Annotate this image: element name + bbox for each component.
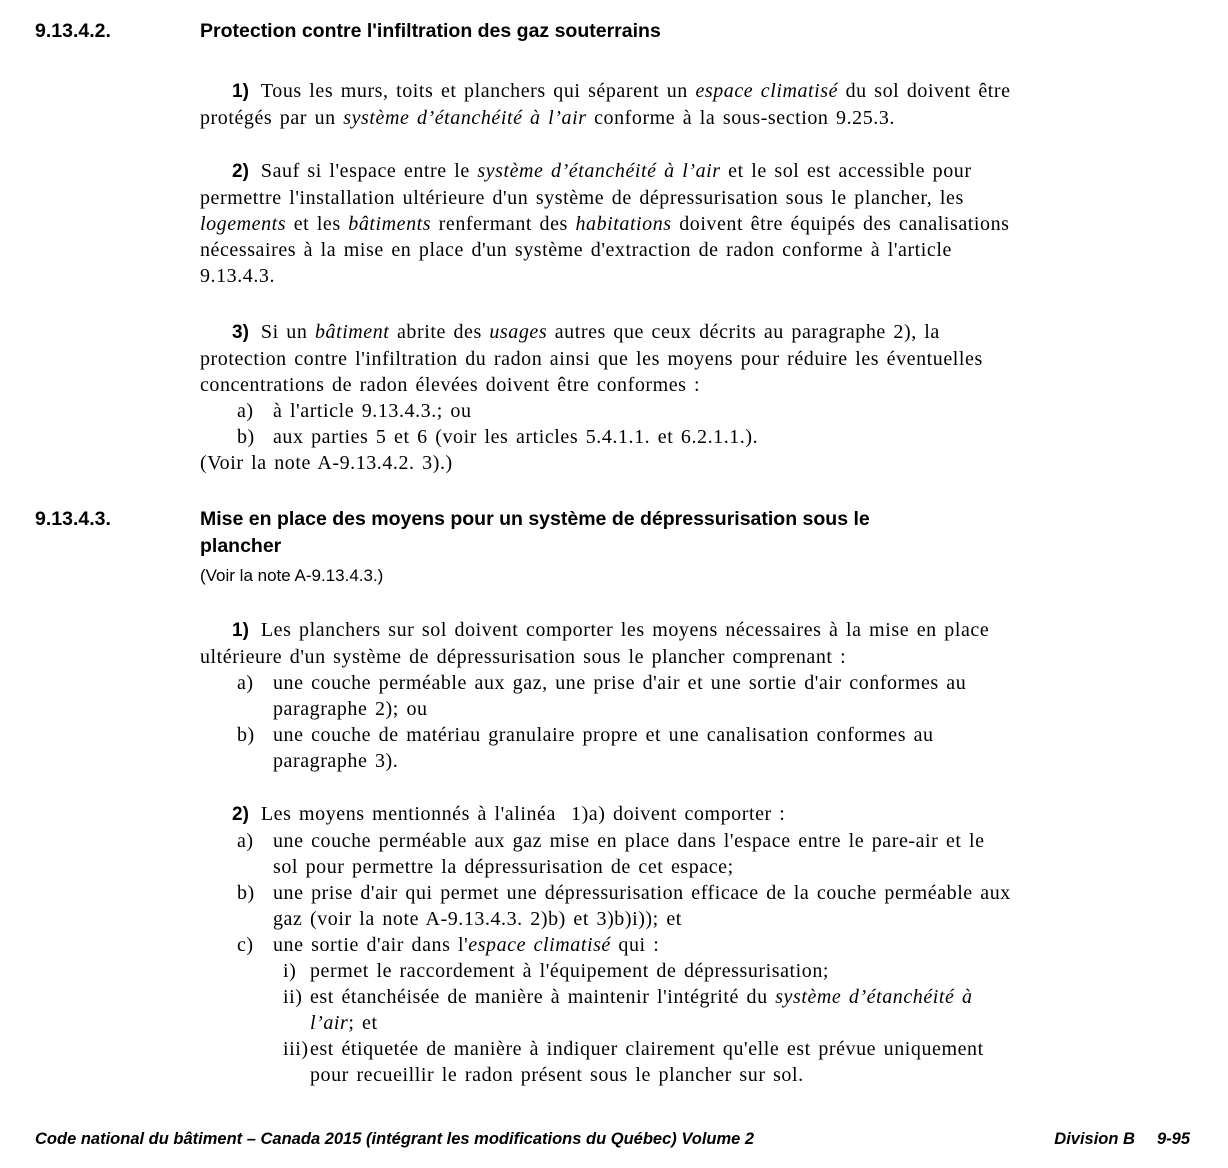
list-item-marker: i) — [283, 960, 297, 982]
defined-term: bâtiment — [314, 321, 390, 343]
list-item-ii — [200, 984, 1015, 1036]
clause-text — [200, 160, 1010, 287]
clause-number: 2) — [232, 804, 249, 825]
text-run: conforme à la sous-section 9.25.3. — [586, 107, 895, 129]
text-run: abrite des — [389, 321, 490, 343]
clause-paragraph-3 — [200, 319, 1015, 398]
article-number: 9.13.4.2. — [35, 20, 111, 42]
text-run: ; et — [348, 1012, 378, 1034]
list-item-text — [273, 424, 1015, 450]
text-run: une sortie d'air dans l' — [273, 934, 469, 956]
text-run: doivent être équipés des canalisations nécessaires à la mise en place d'un système d'extraction de radon conforme à l'article 9.13.4.3. — [200, 213, 1010, 287]
clause-block — [200, 617, 1015, 774]
list-item-marker: ii) — [283, 986, 303, 1008]
list-item-c — [200, 932, 1015, 958]
text-run: Les planchers sur sol doivent comporter les moyens nécessaires à la mise en place ultérieure d'un système de dépressurisation sous le plancher comprenant : — [200, 619, 990, 668]
clause-paragraph-2 — [200, 158, 1015, 289]
text-run: du sol doivent être protégés par un — [200, 80, 1011, 129]
defined-term: logements — [200, 213, 287, 235]
section-9-13-4-3 — [0, 506, 1228, 1088]
list-item-marker: b) — [237, 426, 255, 448]
text-run: une couche perméable aux gaz mise en place dans l'espace entre le pare-air et le sol pour permettre la dépressurisation de cet espace; — [273, 830, 985, 878]
list-item-marker: a) — [237, 830, 254, 852]
list-item-a — [200, 828, 1015, 880]
defined-term: espace climatisé — [468, 934, 611, 956]
list-item-a — [200, 670, 1015, 722]
text-run: à l'article 9.13.4.3.; ou — [273, 400, 472, 422]
list-item-text — [310, 958, 1015, 984]
list-item-marker: b) — [237, 882, 255, 904]
defined-term: usages — [489, 321, 548, 343]
clause-number: 1) — [232, 620, 249, 641]
list-item-text — [273, 880, 1015, 932]
clause-block — [200, 158, 1015, 289]
clause-number: 3) — [232, 322, 249, 343]
defined-term: système d’étanchéité à l’air — [343, 107, 587, 129]
article-heading — [35, 18, 1228, 45]
text-run: une couche de matériau granulaire propre et une canalisation conformes au paragraphe 3). — [273, 724, 934, 772]
text-run: aux parties 5 et 6 (voir les articles 5.4.1.1. et 6.2.1.1.). — [273, 426, 759, 448]
list-item-iii — [200, 1036, 1015, 1088]
clause-paragraph-1 — [200, 617, 1015, 670]
footer-page-number: 9-95 — [1156, 1130, 1190, 1148]
clause-paragraph-2 — [200, 801, 1015, 828]
defined-term: bâtiments — [348, 213, 432, 235]
text-run: Sauf si l'espace entre le — [260, 160, 478, 182]
list-item-marker: b) — [237, 724, 255, 746]
text-run: et les — [286, 213, 349, 235]
list-item-text — [273, 722, 1015, 774]
page-footer — [35, 1128, 1190, 1150]
text-run: permet le raccordement à l'équipement de dépressurisation; — [310, 960, 830, 982]
article-title: Protection contre l'infiltration des gaz souterrains — [200, 20, 661, 42]
list-item-text — [273, 670, 1015, 722]
article-title: Mise en place des moyens pour un système de dépressurisation sous le plancher — [200, 508, 870, 557]
clause-paragraph-1 — [200, 78, 1015, 131]
clause-text — [200, 80, 1011, 129]
list-item-text — [273, 398, 1015, 424]
clause-block — [200, 801, 1015, 1088]
text-run: autres que ceux décrits au paragraphe 2), la protection contre l'infiltration du radon ainsi que les moyens pour réduire les éventuelles concentrations de radon élevées doivent être conformes : — [200, 321, 983, 396]
list-item-marker: a) — [237, 400, 254, 422]
list-item-a — [200, 398, 1015, 424]
defined-term: habitations — [575, 213, 672, 235]
text-run: Si un — [260, 321, 315, 343]
text-run: est étiquetée de manière à indiquer clairement qu'elle est prévue uniquement pour recueillir le radon présent sous le plancher sur sol. — [310, 1038, 984, 1086]
list-item-text — [273, 932, 1015, 958]
list-item-text — [310, 1036, 1015, 1088]
clause-number: 2) — [232, 161, 249, 182]
clause-text — [261, 803, 786, 825]
text-run: Tous les murs, toits et planchers qui séparent un — [260, 80, 696, 102]
footer-document-title: Code national du bâtiment – Canada 2015 (intégrant les modifications du Québec) Volume 2 — [35, 1130, 755, 1148]
footer-page-info — [1054, 1128, 1190, 1150]
text-run: renfermant des — [431, 213, 576, 235]
text-run: et le sol est accessible pour permettre l'installation ultérieure d'un système de dépressurisation sous le plancher, les — [200, 160, 972, 209]
list-item-text — [310, 984, 1015, 1036]
defined-term: système d’étanchéité à l’air — [477, 160, 721, 182]
text-run: qui : — [610, 934, 660, 956]
section-9-13-4-2 — [0, 18, 1228, 476]
text-run: est étanchéisée de manière à maintenir l'intégrité du — [310, 986, 776, 1008]
clause-text — [200, 321, 983, 396]
clause-text — [200, 619, 989, 668]
clause-block — [200, 78, 1015, 131]
footer-division: Division B — [1054, 1130, 1135, 1148]
list-item-b — [200, 722, 1015, 774]
text-run: une prise d'air qui permet une dépressurisation efficace de la couche perméable aux gaz (voir la note A-9.13.4.3. 2)b) et 3)b)i)); et — [273, 882, 1011, 930]
article-number: 9.13.4.3. — [35, 508, 111, 530]
defined-term: système d’étanchéité à l’air — [310, 986, 973, 1034]
note-reference: (Voir la note A-9.13.4.2. 3).) — [200, 452, 453, 474]
defined-term: espace climatisé — [695, 80, 839, 102]
text-run: Les moyens mentionnés à l'alinéa 1)a) doivent comporter : — [260, 803, 786, 825]
list-item-text — [273, 828, 1015, 880]
list-item-marker: c) — [237, 934, 254, 956]
clause-block — [200, 319, 1015, 476]
clause-number: 1) — [232, 81, 249, 102]
list-item-marker: a) — [237, 672, 254, 694]
article-heading — [35, 506, 1228, 560]
list-item-i — [200, 958, 1015, 984]
list-item-marker: iii) — [283, 1038, 309, 1060]
text-run: une couche perméable aux gaz, une prise d'air et une sortie d'air conformes au paragraphe 2); ou — [273, 672, 967, 720]
list-item-b — [200, 424, 1015, 450]
article-note-reference: (Voir la note A-9.13.4.3.) — [200, 566, 384, 585]
list-item-b — [200, 880, 1015, 932]
